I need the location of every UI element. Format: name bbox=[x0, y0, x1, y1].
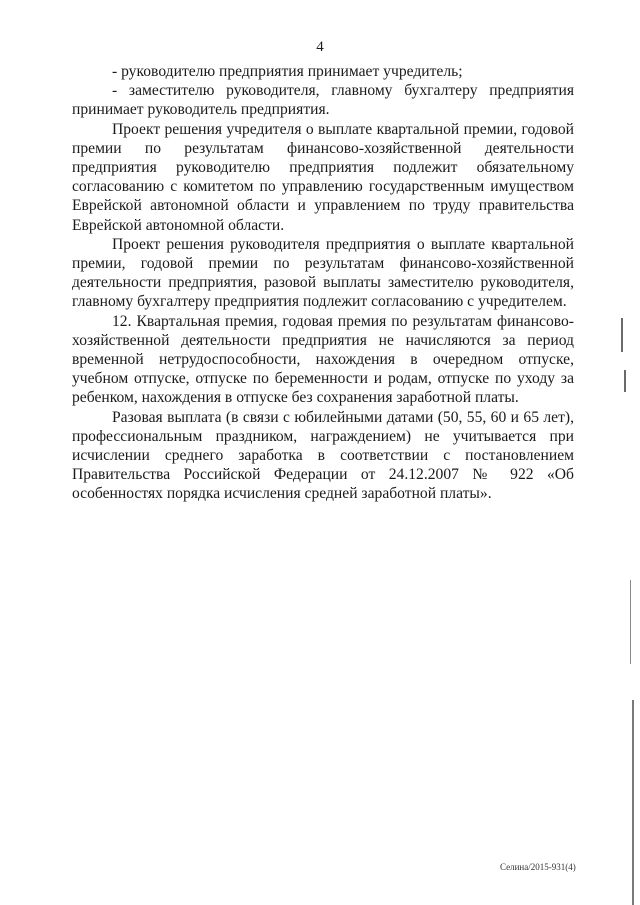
scan-margin-mark bbox=[632, 700, 634, 905]
document-code: Селина/2015-931(4) bbox=[500, 862, 576, 872]
paragraph-item-12: 12. Квартальная премия, годовая премия по результатам финансово-хозяйственной деятельности предприятия не начисляются за период временной нетрудоспособности, нахождения в очередном отпуске, учебном отпуске, отпуске по беременности и родам, отпуске по уходу за ребенком, нахождения в отпуске без сохранения заработной платы. bbox=[72, 312, 574, 407]
paragraph-one-time-payment: Разовая выплата (в связи с юбилейными датами (50, 55, 60 и 65 лет), профессиональным праздником, награждением) не учитывается при исчислении среднего заработка в соответствии с постановлением Правительства Российской Федерации от 24.12.2007 № 922 «Об особенностях порядка исчисления средней заработной платы». bbox=[72, 408, 574, 503]
page-number: 4 bbox=[316, 39, 324, 55]
paragraph-deputy-approval: - заместителю руководителя, главному бухгалтеру предприятия принимает руководитель предприятия. bbox=[72, 82, 574, 119]
paragraph-head-decision: Проект решения руководителя предприятия о выплате квартальной премии, годовой премии по результатам финансово-хозяйственной деятельности предприятия, разовой выплаты заместителю руководителя, главному бухгалтеру предприятия подлежит согласованию с учредителем. bbox=[72, 235, 574, 311]
scan-margin-mark bbox=[621, 318, 623, 352]
paragraph-founder-decision: Проект решения учредителя о выплате квартальной премии, годовой премии по результатам финансово-хозяйственной деятельности предприятия руководителю предприятия подлежит обязательному согласованию с комитетом по управлению государственным имуществом Еврейской автономной области и управлением по труду правительства Еврейской автономной области. bbox=[72, 120, 574, 234]
scan-margin-mark bbox=[624, 370, 626, 392]
paragraph-head-approval: - руководителю предприятия принимает учредитель; bbox=[112, 63, 463, 80]
scan-margin-mark bbox=[630, 580, 631, 664]
document-body bbox=[72, 62, 574, 504]
